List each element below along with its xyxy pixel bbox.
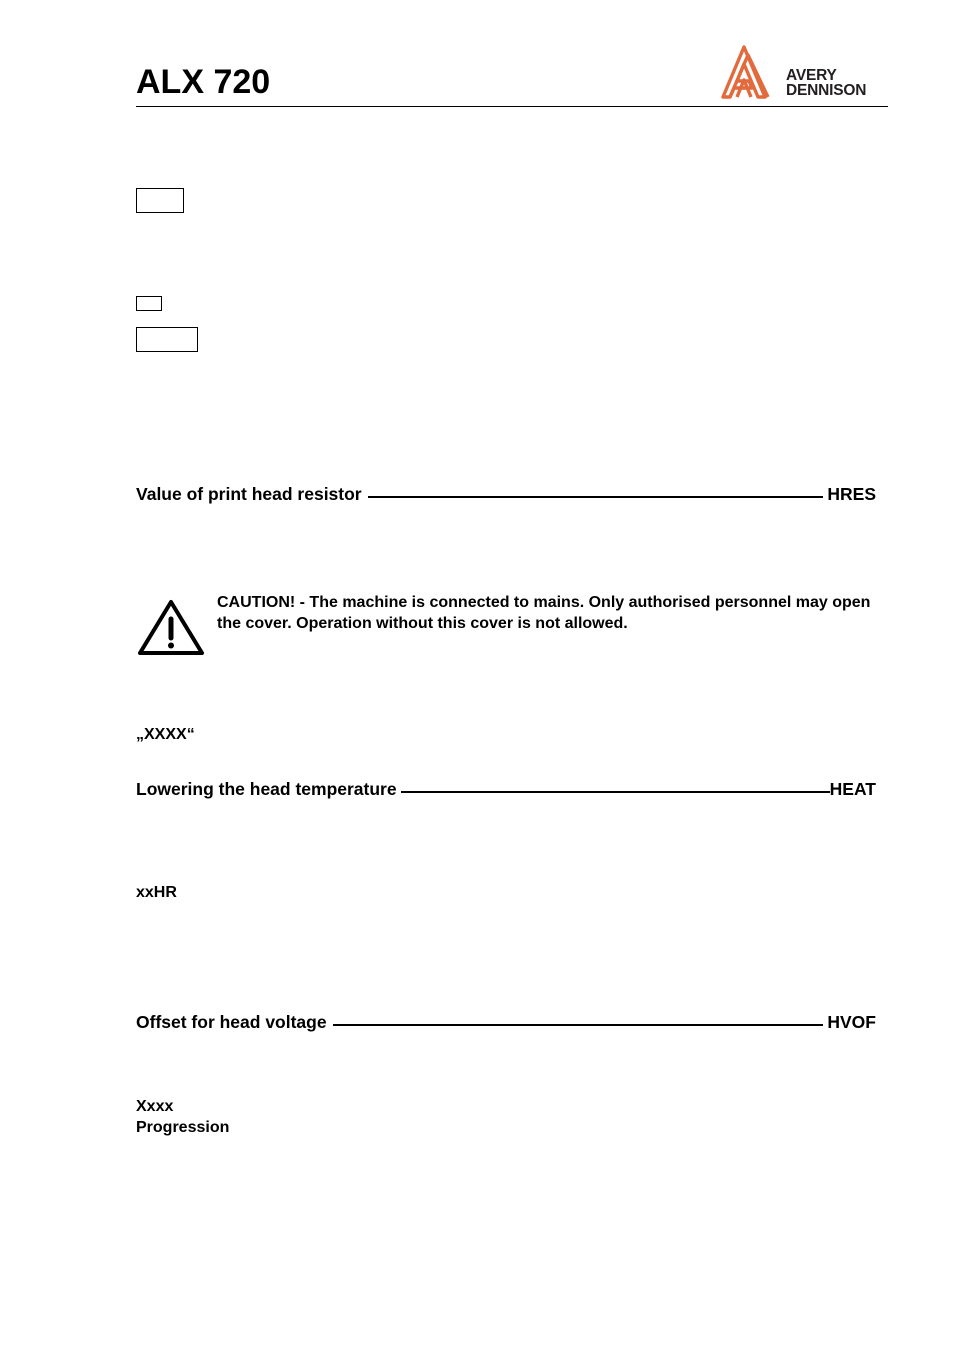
heat-label: Lowering the head temperature [136,779,397,799]
hvof-progression-label: Progression [136,1119,230,1136]
hvof-label: Offset for head voltage [136,1012,327,1032]
key-box-3 [136,327,198,352]
header-divider [136,106,888,107]
hres-heading [136,483,876,505]
heat-code: HEAT [829,779,876,799]
logo-wordmark [786,68,866,98]
leader-line [333,1024,824,1026]
key-box-1 [136,188,184,213]
page-title: ALX 720 [136,63,271,101]
leader-line [368,496,824,498]
hres-value-format: „XXXX“ [136,726,195,743]
key-box-2 [136,296,162,311]
caution-notice: CAUTION! - The machine is connected to mains. Only authorised personnel may open the cover. Operation without this cover is not allowed. [217,594,871,632]
heat-heading [136,778,876,800]
hres-label: Value of print head resistor [136,484,362,504]
avery-logo-mark [723,47,768,97]
logo-word-dennison: DENNISON [786,82,867,99]
logo-word-avery: AVERY [786,67,837,84]
heat-value-format: xxHR [136,884,177,901]
warning-triangle-icon [136,597,206,657]
hres-code: HRES [827,484,876,504]
hvof-value-format: Xxxx [136,1098,174,1115]
leader-line [401,791,830,793]
hvof-heading [136,1011,876,1033]
hvof-code: HVOF [827,1012,876,1032]
